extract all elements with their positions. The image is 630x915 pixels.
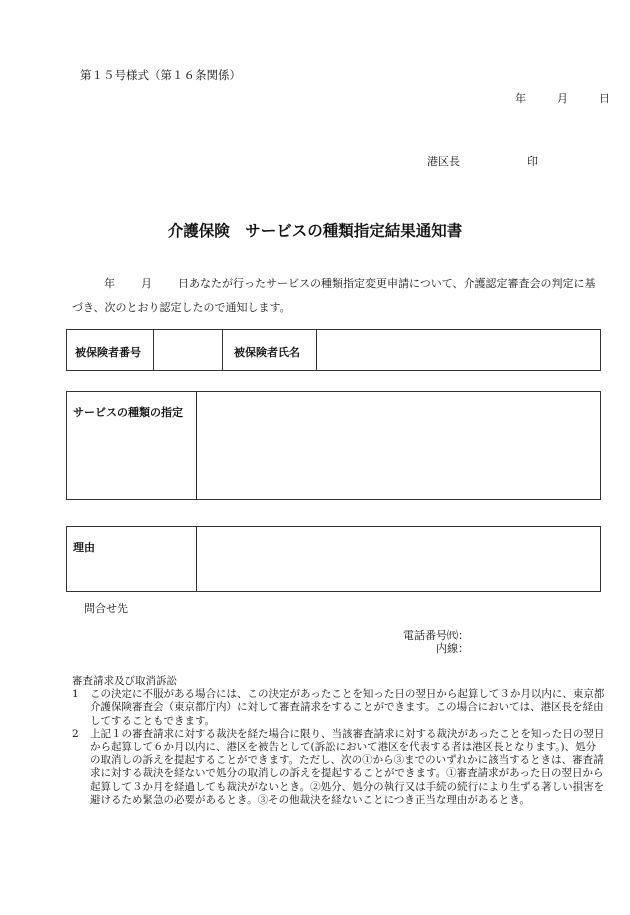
phone-number-label: 電話番号㈹： <box>403 629 469 642</box>
reason-field[interactable] <box>197 527 600 591</box>
date-line <box>515 90 610 106</box>
date-month: 月 <box>557 92 568 105</box>
body-month: 月 <box>141 277 152 290</box>
appeal-notice-heading: 審査請求及び取消訴訟 <box>72 675 177 687</box>
body-sentence: 日あなたが行ったサービスの種類指定変更申請について、介護認定審査会の判定に基づき、次のとおり認定したので通知します。 <box>72 277 596 314</box>
service-designation-label: サービスの種類の指定 <box>73 406 183 419</box>
seal-mark: 印 <box>527 155 538 168</box>
body-text <box>72 272 602 320</box>
issuer-line <box>427 153 538 169</box>
reason-label: 理由 <box>73 541 95 554</box>
insured-info-table <box>66 329 601 371</box>
reason-table <box>66 526 601 592</box>
document-title: 介護保険 サービスの種類指定結果通知書 <box>167 222 463 240</box>
appeal-notice-item-number: 1 <box>72 688 79 701</box>
service-designation-field[interactable] <box>197 392 600 499</box>
date-day: 日 <box>599 92 610 105</box>
appeal-notice-item-number: 2 <box>72 727 79 740</box>
body-year: 年 <box>104 277 115 290</box>
insured-number-field[interactable] <box>154 330 221 370</box>
service-designation-table <box>66 391 601 500</box>
inquiry-label: 問合せ先 <box>84 602 128 615</box>
appeal-notice-item-1 <box>72 688 606 728</box>
issuer-name: 港区長 <box>427 155 460 168</box>
insured-name-label: 被保険者氏名 <box>234 346 300 359</box>
date-year: 年 <box>515 92 526 105</box>
extension-label: 内線： <box>436 642 469 655</box>
appeal-notice-item-text: 上記１の審査請求に対する裁決を経た場合に限り、当該審査請求に対する裁決があったことを知った日の翌日から起算して６か月以内に、港区を被告として(訴訟において港区を代表する者は港区長となります。)、処分の取消しの訴えを提起することができます。ただし、次の①から③までのいずれかに該当するときは、審査請求に対する裁決を経ないで処分の取消しの訴えを提起することができます。①審査請求があった日の翌日から起算して３か月を経過しても裁決がないとき。②処分、処分の執行又は手続の続行により生ずる著しい損害を避けるため緊急の必要があるとき。③その他裁決を経ないことにつき正当な理由があるとき。 <box>90 727 605 806</box>
appeal-notice-item-2 <box>72 728 606 807</box>
appeal-notice-item-text: この決定に不服がある場合には、この決定があったことを知った日の翌日から起算して３か月以内に、東京都介護保険審査会（東京都庁内）に対して審査請求をすることができます。この場合においては、港区長を経由してすることもできます。 <box>90 688 605 727</box>
insured-name-field[interactable] <box>317 330 600 370</box>
insured-number-label: 被保険者番号 <box>75 346 141 359</box>
appeal-notice <box>72 675 606 807</box>
form-number: 第１５号様式（第１６条関係） <box>80 68 241 82</box>
